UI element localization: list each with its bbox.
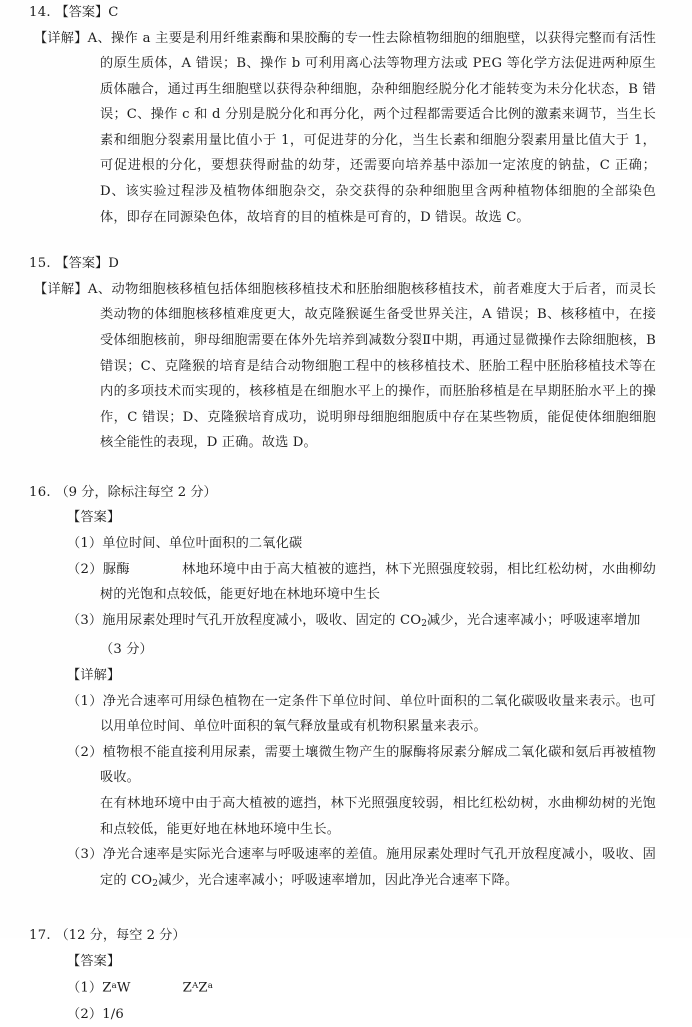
answer-value-15: D (108, 256, 119, 272)
answer-16-1 (0, 531, 692, 557)
answer-16-3-text-part1: 施用尿素处理时气孔开放程度减小，吸收、固定的 CO (102, 612, 422, 628)
detail-16-1 (0, 689, 692, 740)
question-block-16 (0, 480, 692, 897)
detail-tag-16: 【详解】 (67, 667, 121, 683)
detail-16-3-text-part1: 净光合速率是实际光合速率与呼吸速率的差值。施用尿素处理时气孔开放程度减小，吸收、固定的 CO (100, 847, 656, 888)
answer-16-2-text: 林地环境中由于高大植被的遮挡，林下光照强度较弱，相比红松幼树，水曲柳幼树的光饱和点较低，能更好地在林地环境中生长 (100, 561, 656, 603)
answer-value-14: C (108, 5, 119, 20)
answer-tag-17: 【答案】 (67, 953, 121, 969)
detail-16-2 (0, 740, 692, 791)
answer-16-3 (0, 608, 692, 638)
genotype-2-base: Z (182, 981, 192, 996)
question-16-head (0, 480, 692, 506)
genotype-2-superscript2: a (207, 981, 214, 992)
detail-16-2-label: （2） (67, 744, 103, 760)
genotype-1-superscript: a (111, 981, 117, 992)
detail-tag-14: 【详解】 (34, 30, 88, 46)
question-14-number: 14. (29, 5, 51, 20)
answer-16-3-text-part2: 减少，光合速率减小；呼吸速率增加 (427, 612, 641, 628)
question-15-number: 15. (29, 256, 51, 272)
detail-16-2-text: 植物根不能直接利用尿素，需要土壤微生物产生的脲酶将尿素分解成二氧化碳和氨后再被植物吸收。 (100, 744, 656, 786)
answer-16-2 (0, 557, 692, 608)
question-17-head (0, 923, 692, 949)
answer-17-1-label: （1） (67, 981, 103, 996)
answer-16-2-label: （2） (67, 561, 103, 577)
answer-tag-14: 【答案】 (55, 5, 109, 20)
co2-subscript-a: 2 (421, 618, 428, 629)
answer-16-2-lead: 脲酶 (102, 561, 130, 577)
genotype-2-superscript: A (191, 981, 199, 992)
question-16-score-note: （9 分，除标注每空 2 分） (55, 484, 217, 500)
question-block-14 (0, 0, 692, 230)
answer-16-3-extra: （3 分） (100, 642, 153, 658)
detail-16-3-label: （3） (67, 847, 103, 863)
spacer-14-15 (0, 230, 692, 251)
spacer-15-16 (0, 456, 692, 480)
detail-16-1-label: （1） (67, 693, 103, 709)
question-15-answer-line (0, 251, 692, 277)
question-block-17 (0, 923, 692, 1027)
question-17-number: 17. (29, 928, 51, 944)
detail-16-3-text-part2: 减少，光合速率减小；呼吸速率增加，因此净光合速率下降。 (158, 872, 519, 888)
answer-16-1-text: 单位时间、单位叶面积的二氧化碳 (102, 536, 303, 551)
question-15-detail (0, 277, 692, 456)
answer-17-2-label: （2） (67, 1006, 103, 1022)
question-14-detail (0, 26, 692, 231)
detail-text-14: A、操作 a 主要是利用纤维素酶和果胶酶的专一性去除植物细胞的细胞壁，以获得完整而有活性的原生质体，A 错误；B、操作 b 可利用离心法等物理方法或 PEG 等化学方法促进两种原生质体融合，通过再生细胞壁以获得杂种细胞，杂种细胞经脱分化才能转变为未分化状态，B 错误；C、操作 c 和 d 分别是脱分化和再分化，两个过程都需要适合比例的激素来调节，当生长素和细胞分裂素用量比值小于 1，可促进芽的分化，当生长素和细胞分裂素用量比值大于 1，可促进根的分化，要想获得耐盐的幼芽，还需要向培养基中添加一定浓度的钠盐，C 正确；D、该实验过程涉及植物体细胞杂交，杂交获得的杂种细胞里含两种植物体细胞的全部染色体，即存在同源染色体，故培育的目的植株是可育的，D 错误。故选 C。 (87, 30, 657, 225)
detail-text-15: A、动物细胞核移植包括体细胞核移植技术和胚胎细胞核移植技术，前者难度大于后者，而灵长类动物的体细胞核移植难度更大，故克隆猴诞生备受世界关注，A 错误；B、核移植中，在接受体细胞核前，卵母细胞需要在体外先培养到减数分裂Ⅱ中期，再通过显微操作去除细胞核，B 错误；C、克隆猴的培育是结合动物细胞工程中的核移植技术、胚胎工程中胚胎移植技术等在内的多项技术而实现的，核移植是在细胞水平上的操作，而胚胎移植是在早期胚胎水平上的操作，C 错误；D、克隆猴培育成功，说明卵母细胞细胞质中存在某些物质，能促使体细胞细胞核全能性的表现，D 正确。故选 D。 (87, 281, 657, 451)
detail-16-3 (0, 842, 692, 897)
answer-17-2-text: 1/6 (102, 1006, 124, 1022)
answer-tag-15: 【答案】 (55, 256, 109, 272)
question-17-score-note: （12 分，每空 2 分） (55, 928, 186, 944)
genotype-2-base2: Z (198, 981, 208, 996)
answer-tag-16: 【答案】 (67, 510, 121, 526)
question-14-answer-line (0, 0, 692, 26)
question-16-number: 16. (29, 484, 51, 500)
detail-16-1-text: 净光合速率可用绿色植物在一定条件下单位时间、单位叶面积的二氧化碳吸收量来表示。也可以用单位时间、单位叶面积的氧气释放量或有机物积累量来表示。 (100, 693, 656, 735)
co2-subscript-b: 2 (152, 878, 159, 889)
spacer-16-17 (0, 897, 692, 923)
answer-16-3-label: （3） (67, 612, 103, 628)
genotype-1-tail: W (116, 981, 131, 996)
genotype-1-base: Z (102, 981, 112, 996)
answer-16-1-label: （1） (67, 536, 103, 551)
detail-tag-15: 【详解】 (34, 281, 88, 297)
answer-17-1 (0, 974, 692, 1001)
detail-16-2-continuation: 在有林地环境中由于高大植被的遮挡，林下光照强度较弱，相比红松幼树，水曲柳幼树的光饱和点较低，能更好地在林地环境中生长。 (100, 795, 656, 837)
answer-17-2 (0, 1002, 692, 1027)
question-block-15 (0, 251, 692, 456)
